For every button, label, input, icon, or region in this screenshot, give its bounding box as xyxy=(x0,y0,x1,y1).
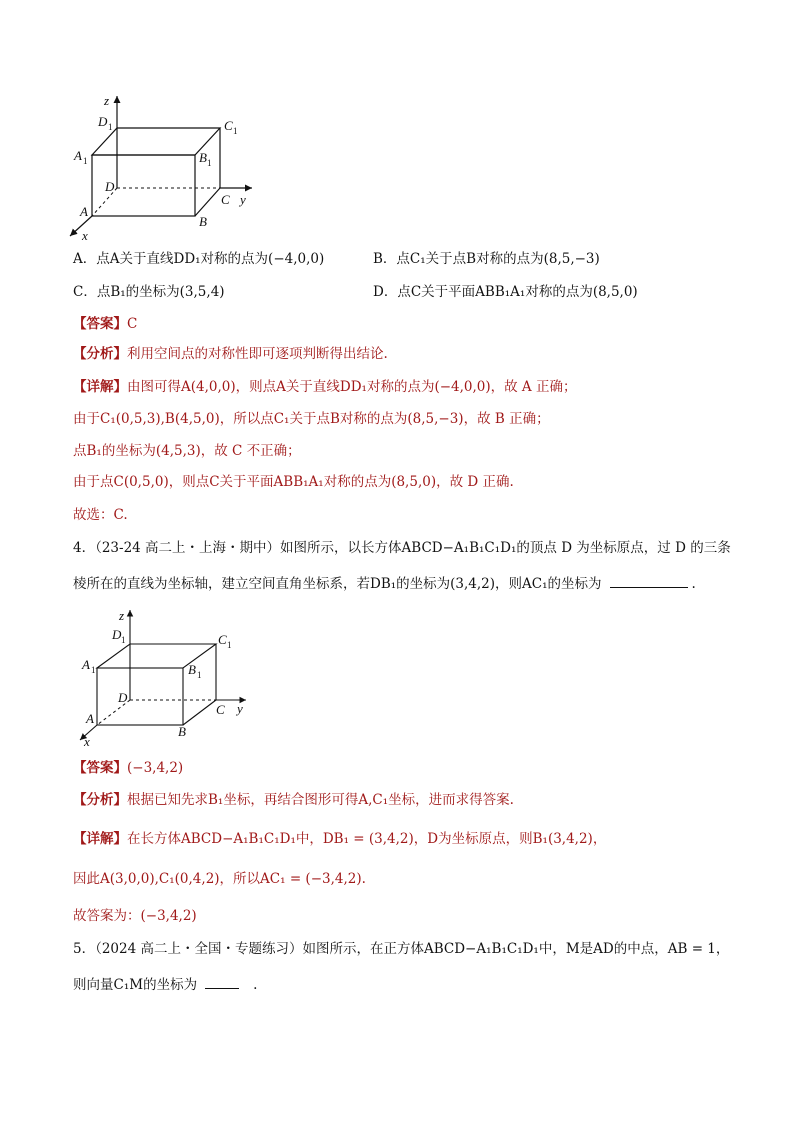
q4-answer xyxy=(73,758,183,778)
q4-stem-1: 4．（23-24 高二上・上海・期中）如图所示，以长方体ABCD−A₁B₁C₁D₁的顶点 D 为坐标原点，过 D 的三条 xyxy=(73,540,731,556)
q4-detail-1: 【详解】在长方体ABCD−A₁B₁C₁D₁中，DB₁ = (3,4,2)，D为坐标原点，则B₁(3,4,2)， xyxy=(73,831,607,847)
answer-tag: 【答案】 xyxy=(73,316,127,332)
label-y-2: y xyxy=(237,701,243,716)
answer-value: (−3,4,2) xyxy=(127,760,184,776)
q3-option-a: A．点A关于直线DD₁对称的点为(−4,0,0) xyxy=(73,251,325,267)
svg-text:1: 1 xyxy=(83,156,88,166)
detail-tag: 【详解】 xyxy=(73,379,127,395)
q5-blank xyxy=(205,976,239,989)
svg-text:1: 1 xyxy=(108,122,113,132)
q3-analysis: 【分析】利用空间点的对称性即可逐项判断得出结论. xyxy=(73,346,388,362)
label-z-2: z xyxy=(119,608,125,623)
q4-blank xyxy=(610,575,688,588)
label-D1-2: D xyxy=(112,627,122,642)
label-C: C xyxy=(221,192,230,207)
q5-stem-2: 则向量C₁M的坐标为 . xyxy=(73,977,258,993)
label-D-2: D xyxy=(118,690,128,705)
svg-text:1: 1 xyxy=(233,126,238,136)
svg-text:1: 1 xyxy=(197,670,202,680)
q3-detail-3: 点B₁的坐标为(4,5,3)，故 C 不正确； xyxy=(73,443,301,459)
label-z: z xyxy=(104,93,110,108)
figure-cuboid-1 xyxy=(60,90,260,243)
svg-text:1: 1 xyxy=(121,635,126,645)
svg-text:1: 1 xyxy=(91,665,96,675)
label-A-2: A xyxy=(86,711,94,726)
label-x-2: x xyxy=(84,734,90,749)
svg-text:1: 1 xyxy=(227,640,232,650)
label-C1-2: C xyxy=(218,632,227,647)
q4-analysis: 【分析】根据已知先求B₁坐标，再结合图形可得A,C₁坐标，进而求得答案. xyxy=(73,792,514,808)
label-B1-2: B xyxy=(188,662,196,677)
q3-detail-2: 由于C₁(0,5,3),B(4,5,0)，所以点C₁关于点B对称的点为(8,5,−3)，故 B 正确； xyxy=(73,411,550,427)
q3-conclusion: 故选：C. xyxy=(73,507,128,523)
label-D1: D xyxy=(98,114,108,129)
q4-detail-2: 因此A(3,0,0),C₁(0,4,2)，所以AC₁ = (−3,4,2). xyxy=(73,871,366,887)
q4-conclusion: 故答案为：(−3,4,2) xyxy=(73,908,197,924)
label-C-2: C xyxy=(216,702,225,717)
q3-option-c: C．点B₁的坐标为(3,5,4) xyxy=(73,284,225,300)
label-y: y xyxy=(240,192,246,207)
label-B: B xyxy=(199,214,207,229)
answer-tag: 【答案】 xyxy=(73,760,127,776)
svg-text:1: 1 xyxy=(207,158,212,168)
label-A1-2: A xyxy=(82,657,90,672)
label-B1: B xyxy=(199,150,207,165)
analysis-tag: 【分析】 xyxy=(73,346,127,362)
detail-tag: 【详解】 xyxy=(73,831,127,847)
label-A1: A xyxy=(74,148,82,163)
q3-answer xyxy=(73,314,137,334)
label-x: x xyxy=(82,228,88,243)
analysis-tag: 【分析】 xyxy=(73,792,127,808)
q3-detail-1: 【详解】由图可得A(4,0,0)，则点A关于直线DD₁对称的点为(−4,0,0)，故 A 正确； xyxy=(73,379,577,395)
label-C1: C xyxy=(224,118,233,133)
label-B-2: B xyxy=(178,724,186,739)
q5-stem-1: 5．（2024 高二上・全国・专题练习）如图所示，在正方体ABCD−A₁B₁C₁D₁中，M是AD的中点，AB = 1， xyxy=(73,941,730,957)
q3-option-d: D．点C关于平面ABB₁A₁对称的点为(8,5,0) xyxy=(373,284,638,300)
q3-option-b: B．点C₁关于点B对称的点为(8,5,−3) xyxy=(373,251,600,267)
figure-cuboid-2 xyxy=(70,608,260,748)
label-A: A xyxy=(80,204,88,219)
label-D: D xyxy=(105,179,115,194)
q3-detail-4: 由于点C(0,5,0)，则点C关于平面ABB₁A₁对称的点为(8,5,0)，故 D 正确. xyxy=(73,474,514,490)
answer-value: C xyxy=(127,316,138,332)
q4-stem-2: 棱所在的直线为坐标轴，建立空间直角坐标系，若DB₁的坐标为(3,4,2)，则AC₁的坐标为 . xyxy=(73,576,696,592)
